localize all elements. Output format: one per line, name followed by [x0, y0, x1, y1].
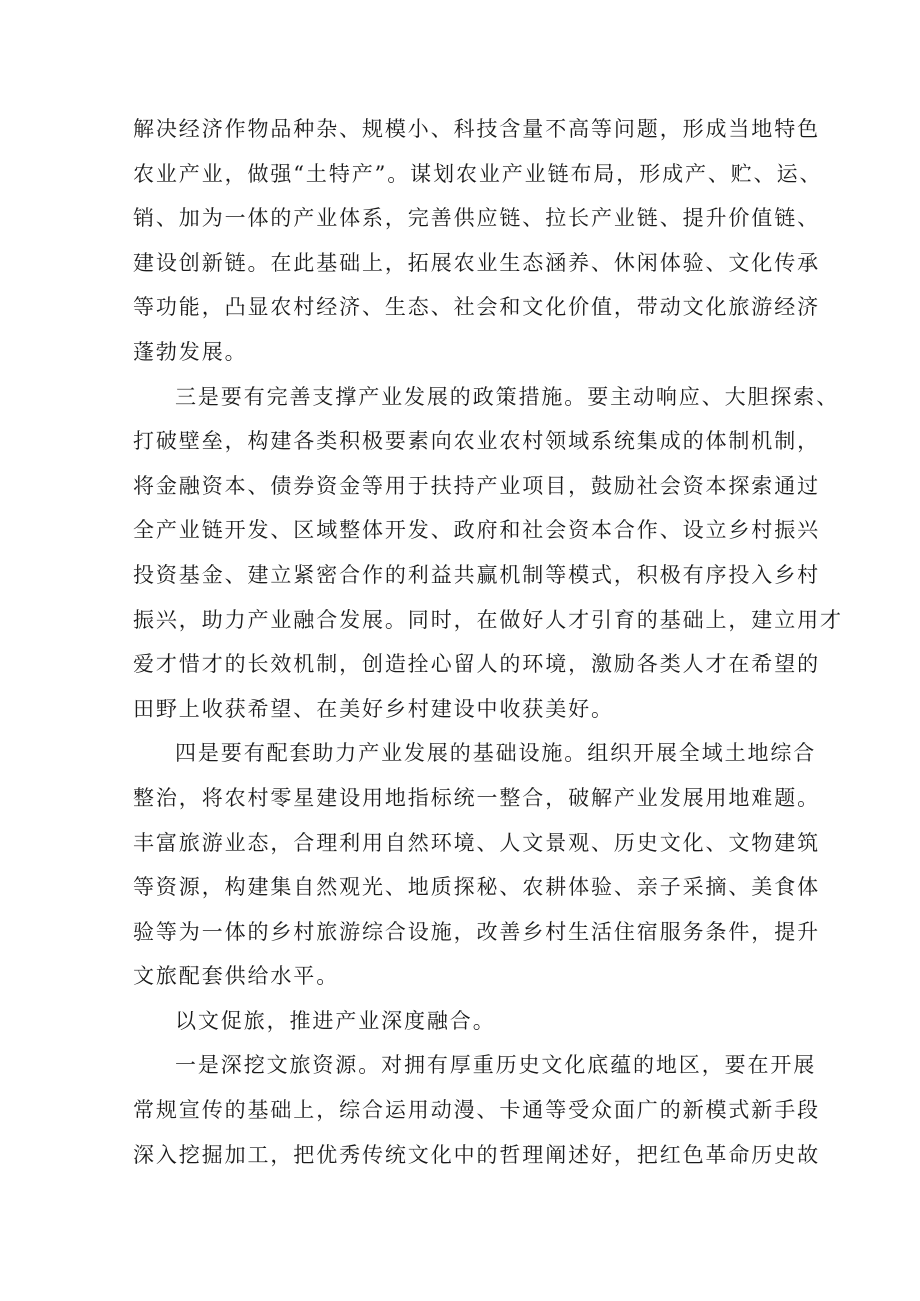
text-line: 农业产业，做强“土特产”。谋划农业产业链布局，形成产、贮、运、	[133, 161, 823, 186]
text-line: 投资基金、建立紧密合作的利益共赢机制等模式，积极有序投入乡村	[133, 562, 820, 587]
document-body	[133, 107, 843, 1177]
text-line: 销、加为一体的产业体系，完善供应链、拉长产业链、提升价值链、	[133, 206, 820, 231]
text-line: 深入挖掘加工，把优秀传统文化中的哲理阐述好，把红色革命历史故	[133, 1142, 820, 1167]
text-line: 全产业链开发、区域整体开发、政府和社会资本合作、设立乡村振兴	[133, 518, 820, 543]
text-line: 打破壁垒，构建各类积极要素向农业农村领域系统集成的体制机制，	[133, 429, 820, 454]
section-heading: 以文促旅，推进产业深度融合。	[175, 1008, 496, 1033]
text-line: 文旅配套供给水平。	[133, 964, 340, 989]
paragraph-first-line: 四是要有配套助力产业发展的基础设施。组织开展全域土地综合	[175, 741, 817, 766]
text-line: 解决经济作物品种杂、规模小、科技含量不高等问题，形成当地特色	[133, 117, 820, 141]
text-line: 田野上收获希望、在美好乡村建设中收获美好。	[133, 696, 614, 721]
paragraph-first-line: 三是要有完善支撑产业发展的政策措施。要主动响应、大胆探索、	[175, 384, 840, 409]
text-line: 常规宣传的基础上，综合运用动漫、卡通等受众面广的新模式新手段	[133, 1098, 820, 1123]
text-line: 爱才惜才的长效机制，创造拴心留人的环境，激励各类人才在希望的	[133, 652, 820, 677]
text-line: 验等为一体的乡村旅游综合设施，改善乡村生活住宿服务条件，提升	[133, 919, 820, 944]
text-line: 将金融资本、债券资金等用于扶持产业项目，鼓励社会资本探索通过	[133, 473, 820, 498]
text-line: 等功能，凸显农村经济、生态、社会和文化价值，带动文化旅游经济	[133, 295, 820, 320]
text-line: 丰富旅游业态，合理利用自然环境、人文景观、历史文化、文物建筑	[133, 830, 820, 855]
paragraph-first-line: 一是深挖文旅资源。对拥有厚重历史文化底蕴的地区，要在开展	[175, 1053, 817, 1078]
text-line: 整治，将农村零星建设用地指标统一整合，破解产业发展用地难题。	[133, 785, 820, 810]
text-line: 蓬勃发展。	[133, 339, 248, 364]
text-line: 建设创新链。在此基础上，拓展农业生态涵养、休闲体验、文化传承	[133, 250, 820, 275]
text-line: 等资源，构建集自然观光、地质探秘、农耕体验、亲子采摘、美食体	[133, 875, 820, 900]
text-line: 振兴，助力产业融合发展。同时，在做好人才引育的基础上，建立用才	[133, 607, 843, 632]
